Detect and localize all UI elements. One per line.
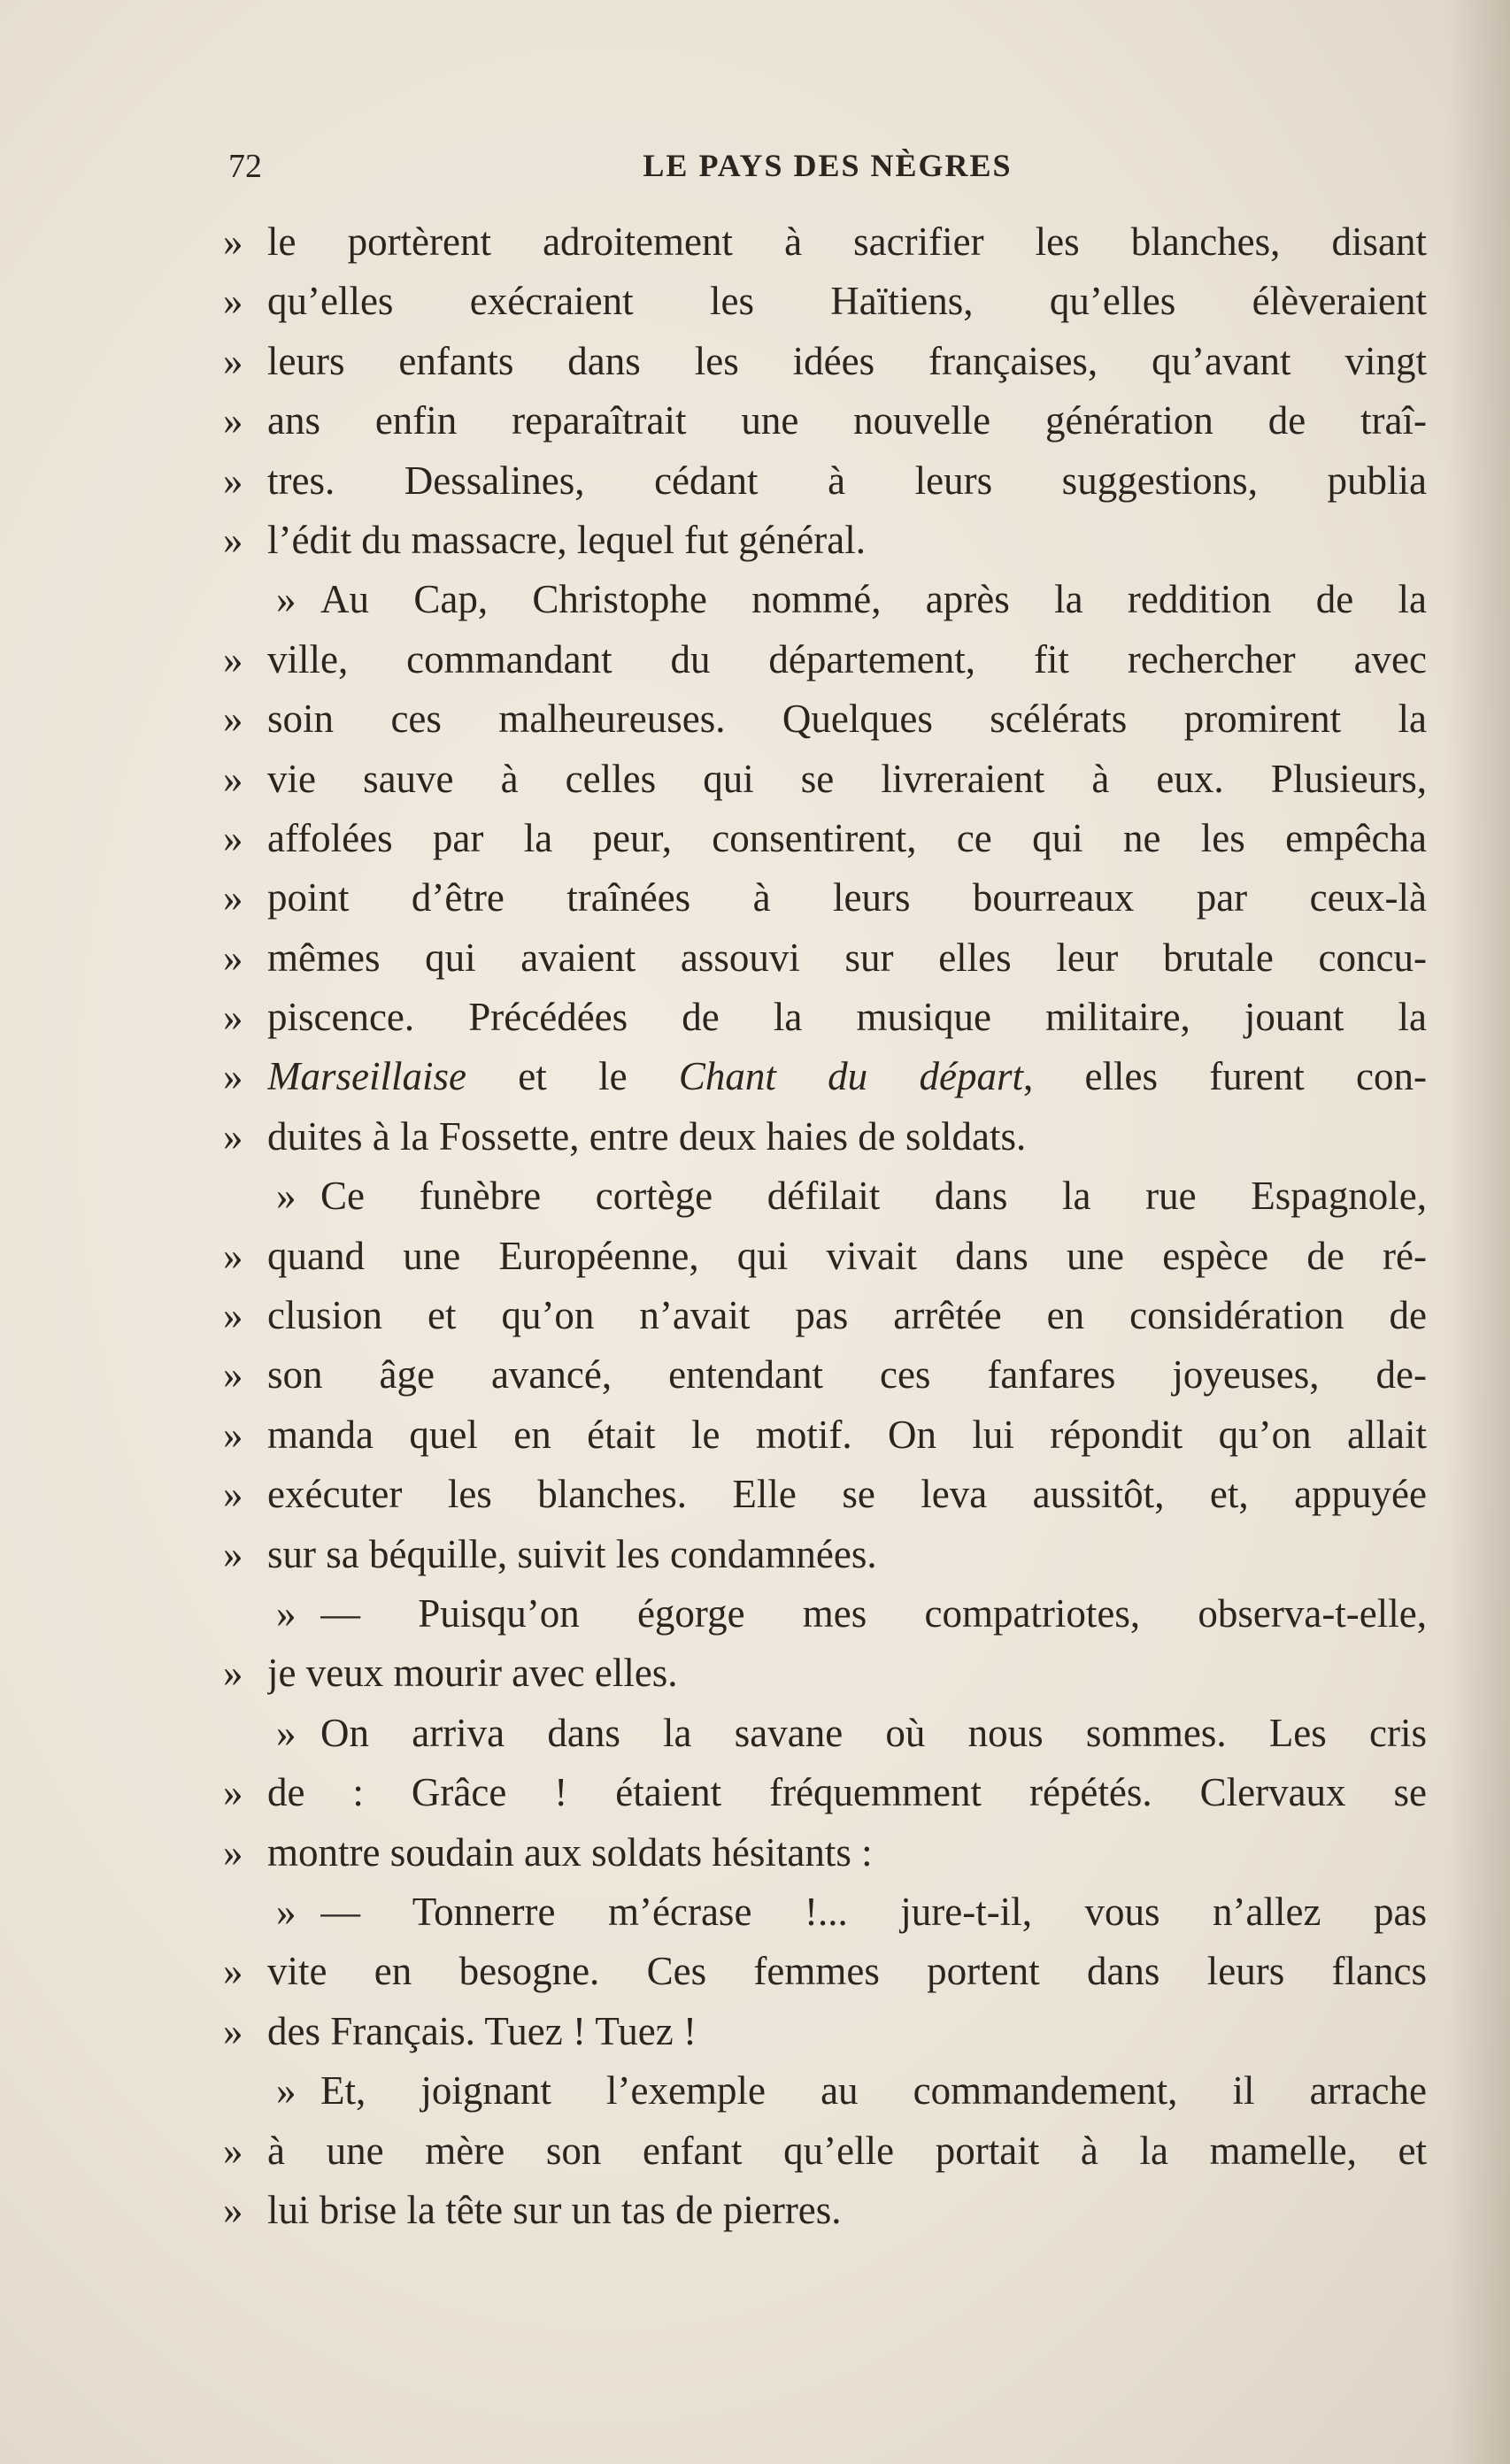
line-text: des Français. Tuez ! Tuez !: [267, 2008, 697, 2053]
text-line: [223, 570, 1427, 629]
text-line: [223, 1584, 1427, 1644]
text-line: [223, 1942, 1427, 2001]
text-line: [223, 1465, 1427, 1524]
guillemet-mark: »: [223, 219, 243, 264]
guillemet-mark: »: [276, 2068, 297, 2114]
line-text: soin ces malheureuses. Quelques scélérats promirent la: [267, 697, 1427, 742]
text-line: [223, 212, 1427, 272]
guillemet-mark: »: [223, 815, 243, 860]
text-line: [223, 332, 1427, 391]
line-text: exécuter les blanches. Elle se leva aussitôt, et, appuyée: [267, 1472, 1427, 1517]
guillemet-mark: »: [276, 1710, 297, 1755]
text-line: [223, 1047, 1427, 1106]
line-text: Ce funèbre cortège défilait dans la rue Espagnole,: [320, 1174, 1427, 1219]
line-text: quand une Européenne, qui vivait dans une espèce de ré-: [267, 1233, 1427, 1278]
line-text: affolées par la peur, consentirent, ce qui ne les empêcha: [267, 815, 1427, 860]
line-text: le portèrent adroitement à sacrifier les blanches, disant: [267, 219, 1427, 264]
text-line: [223, 1704, 1427, 1763]
text-line: [223, 1763, 1427, 1822]
guillemet-mark: »: [223, 1113, 243, 1159]
text-line: [223, 2002, 1427, 2061]
line-fragment: et le: [466, 1054, 679, 1099]
line-text: mêmes qui avaient assouvi sur elles leur brutale concu-: [267, 935, 1427, 980]
italic-title: Marseillaise: [267, 1054, 466, 1099]
text-line: [223, 391, 1427, 450]
text-line: [223, 1107, 1427, 1167]
guillemet-mark: »: [276, 1590, 297, 1636]
line-text: tres. Dessalines, cédant à leurs suggestions, publia: [267, 458, 1427, 503]
line-text: de : Grâce ! étaient fréquemment répétés. Clervaux se: [267, 1770, 1427, 1815]
guillemet-mark: »: [223, 2128, 243, 2173]
text-line: [223, 1345, 1427, 1405]
guillemet-mark: »: [223, 458, 243, 503]
text-line: [223, 2121, 1427, 2181]
text-line: [223, 1405, 1427, 1465]
text-line: [223, 928, 1427, 988]
text-line: [223, 988, 1427, 1047]
text-line: [223, 1644, 1427, 1703]
text-line: [223, 451, 1427, 511]
running-title: LE PAYS DES NÈGRES: [643, 148, 1013, 183]
line-text: [267, 1047, 1427, 1106]
guillemet-mark: »: [223, 1770, 243, 1815]
text-line: [223, 1286, 1427, 1345]
line-text: l’édit du massacre, lequel fut général.: [267, 517, 866, 562]
text-line: [223, 1525, 1427, 1584]
line-text: — Puisqu’on égorge mes compatriotes, observa-t-elle,: [320, 1590, 1427, 1636]
text-line: [223, 809, 1427, 868]
text-line: [223, 1883, 1427, 1942]
guillemet-mark: »: [223, 2187, 243, 2232]
guillemet-mark: »: [223, 1233, 243, 1278]
text-line: [223, 868, 1427, 928]
guillemet-mark: »: [223, 1829, 243, 1875]
page-header: [228, 143, 1427, 188]
line-text: Et, joignant l’exemple au commandement, il arrache: [320, 2068, 1427, 2114]
text-line: [223, 2061, 1427, 2121]
text-line: [223, 2181, 1427, 2240]
line-text: à une mère son enfant qu’elle portait à la mamelle, et: [267, 2128, 1427, 2173]
text-line: [223, 689, 1427, 749]
line-text: leurs enfants dans les idées françaises, qu’avant vingt: [267, 338, 1427, 383]
guillemet-mark: »: [223, 517, 243, 562]
line-text: qu’elles exécraient les Haïtiens, qu’elles élèveraient: [267, 279, 1427, 324]
body-text: [223, 212, 1427, 2240]
guillemet-mark: »: [223, 636, 243, 681]
line-text: clusion et qu’on n’avait pas arrêtée en considération de: [267, 1293, 1427, 1338]
guillemet-mark: »: [223, 697, 243, 742]
guillemet-mark: »: [223, 1472, 243, 1517]
guillemet-mark: »: [223, 1293, 243, 1338]
line-text: piscence. Précédées de la musique militaire, jouant la: [267, 995, 1427, 1040]
text-line: [223, 1227, 1427, 1286]
line-text: duites à la Fossette, entre deux haies de soldats.: [267, 1113, 1027, 1159]
guillemet-mark: »: [223, 2008, 243, 2053]
guillemet-mark: »: [276, 1174, 297, 1219]
line-text: vie sauve à celles qui se livreraient à eux. Plusieurs,: [267, 756, 1427, 801]
guillemet-mark: »: [223, 756, 243, 801]
guillemet-mark: »: [223, 875, 243, 920]
guillemet-mark: »: [223, 935, 243, 980]
text-line: [223, 750, 1427, 809]
line-text: lui brise la tête sur un tas de pierres.: [267, 2187, 842, 2232]
line-text: point d’être traînées à leurs bourreaux par ceux-là: [267, 875, 1427, 920]
text-line: [223, 1823, 1427, 1883]
text-line: [223, 511, 1427, 570]
guillemet-mark: »: [223, 995, 243, 1040]
line-text: vite en besogne. Ces femmes portent dans leurs flancs: [267, 1949, 1427, 1994]
guillemet-mark: »: [223, 1412, 243, 1457]
text-line: [223, 630, 1427, 689]
text-line: [223, 1167, 1427, 1226]
page-number: 72: [228, 148, 262, 185]
line-text: On arriva dans la savane où nous sommes. Les cris: [320, 1710, 1427, 1755]
guillemet-mark: »: [223, 279, 243, 324]
guillemet-mark: »: [276, 1889, 297, 1934]
guillemet-mark: »: [223, 338, 243, 383]
guillemet-mark: »: [223, 1949, 243, 1994]
line-text: — Tonnerre m’écrase !... jure-t-il, vous n’allez pas: [320, 1889, 1427, 1934]
line-text: ville, commandant du département, fit rechercher avec: [267, 636, 1427, 681]
text-line: [223, 272, 1427, 331]
line-text: sur sa béquille, suivit les condamnées.: [267, 1531, 877, 1576]
line-text: Au Cap, Christophe nommé, après la reddition de la: [320, 577, 1427, 622]
guillemet-mark: »: [223, 1352, 243, 1398]
guillemet-mark: »: [223, 1054, 243, 1099]
guillemet-mark: »: [223, 1651, 243, 1696]
line-text: manda quel en était le motif. On lui répondit qu’on allait: [267, 1412, 1427, 1457]
italic-title: Chant du départ: [678, 1054, 1023, 1099]
guillemet-mark: »: [223, 398, 243, 443]
line-text: montre soudain aux soldats hésitants :: [267, 1829, 873, 1875]
line-text: ans enfin reparaîtrait une nouvelle génération de traî-: [267, 398, 1427, 443]
guillemet-mark: »: [223, 1531, 243, 1576]
line-fragment: , elles furent con-: [1022, 1054, 1427, 1099]
guillemet-mark: »: [276, 577, 297, 622]
line-text: je veux mourir avec elles.: [267, 1651, 678, 1696]
line-text: son âge avancé, entendant ces fanfares joyeuses, de-: [267, 1352, 1427, 1398]
